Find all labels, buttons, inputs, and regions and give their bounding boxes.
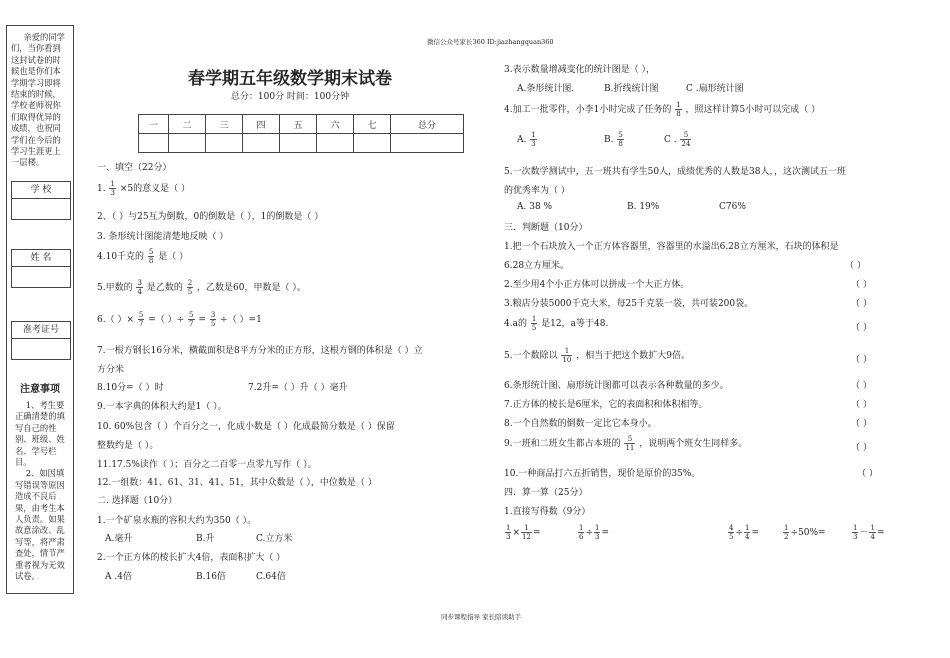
choice-q1: 1.一个矿泉水瓶的容积大约为350（ ）。 bbox=[97, 516, 257, 526]
name-label: 姓 名 bbox=[11, 249, 71, 266]
fraction: $\frac{1}{3}$ bbox=[531, 131, 536, 148]
judge-q1: 1.把一个石块放入一个正方体容器里，容器里的水溢出6.28立方厘米，石块的体积是 bbox=[504, 242, 839, 252]
choice-q3-option[interactable]: B.折线统计图 bbox=[604, 84, 659, 94]
fill-q5: 5.甲数的 $\frac{3}{4}$ 是乙数的 $\frac{2}{5}$ ，乙数是60，甲数是（ ）。 bbox=[97, 279, 306, 296]
choice-q1-option[interactable]: C.立方米 bbox=[256, 534, 293, 544]
score-header: 五 bbox=[280, 115, 317, 134]
answer-paren[interactable]: （ ） bbox=[851, 419, 872, 429]
exam-id-label: 准考证号 bbox=[11, 321, 71, 338]
exam-id-field[interactable] bbox=[11, 338, 71, 360]
fraction: $\frac{1}{10}$ bbox=[562, 347, 572, 364]
choice-q2-option[interactable]: C.64倍 bbox=[256, 572, 286, 582]
school-label: 学 校 bbox=[11, 181, 71, 198]
choice-q2: 2.一个正方体的棱长扩大4倍，表面积扩大（ ） bbox=[97, 553, 286, 563]
fill-q3: 3. 条形统计图能清楚地反映（ ） bbox=[97, 232, 229, 242]
fraction: $\frac{5}{7}$ bbox=[138, 311, 144, 328]
section-4-title: 四．算一算（25分） bbox=[504, 488, 588, 498]
fill-q1: 1. $\frac{1}{3}$ ×5的意义是（ ） bbox=[97, 180, 190, 197]
judge-q2: 2.至少用4个小正方体可以拼成一个大正方体。 bbox=[504, 280, 690, 290]
score-cell[interactable] bbox=[280, 134, 317, 153]
choice-q5-option[interactable]: A. 38 % bbox=[517, 202, 553, 212]
judge-q10: 10.一种商品打六五折销售，现价是原价的35%。 bbox=[504, 469, 701, 479]
calc-item: $\frac{4}{5}$ ÷ $\frac{1}{4}$ = bbox=[729, 524, 760, 541]
score-cell[interactable] bbox=[206, 134, 243, 153]
choice-q2-option[interactable]: A .4倍 bbox=[105, 572, 132, 582]
choice-q5-cont: 的优秀率为（ ） bbox=[504, 186, 570, 196]
fill-q12: 12.一组数：41、61、31、41、51，其中众数是（ ），中位数是（ ） bbox=[97, 478, 377, 488]
name-field[interactable] bbox=[11, 266, 71, 288]
judge-q5: 5.一个数除以 $\frac{1}{10}$ ，相当于把这个数扩大9倍。 bbox=[504, 347, 690, 364]
score-table bbox=[138, 114, 464, 153]
calc-item: $\frac{1}{2}$ ÷50%= bbox=[784, 524, 826, 541]
fraction: $\frac{1}{2}$ bbox=[784, 524, 789, 541]
fraction: $\frac{4}{5}$ bbox=[729, 524, 734, 541]
fill-q4: 4.10千克的 $\frac{5}{8}$ 是（ ） bbox=[97, 248, 189, 265]
choice-q3-option[interactable]: C .扇形统计图 bbox=[686, 84, 744, 94]
choice-q2-option[interactable]: B.16倍 bbox=[196, 572, 226, 582]
choice-q4-option[interactable]: A. $\frac{1}{3}$ bbox=[517, 131, 536, 148]
fraction: $\frac{1}{4}$ bbox=[870, 524, 875, 541]
fraction: $\frac{1}{3}$ bbox=[110, 180, 115, 197]
fraction: $\frac{1}{8}$ bbox=[676, 101, 681, 118]
fill-q8: 8.10分=（ ）时 bbox=[97, 383, 164, 393]
exam-title: 春学期五年级数学期末试卷 bbox=[188, 69, 392, 89]
header-note: 微信公众号家长360 ID:jiazhangquan360 bbox=[427, 38, 554, 46]
fraction: $\frac{5}{7}$ bbox=[189, 311, 194, 328]
judge-q1-cont: 6.28立方厘米。 bbox=[504, 261, 570, 271]
exam-subtitle: 总分：100分 时间：100分钟 bbox=[230, 92, 350, 102]
score-cell[interactable] bbox=[243, 134, 280, 153]
calc-title: 1.直接写得数（9分） bbox=[504, 507, 591, 517]
fraction: $\frac{1}{4}$ bbox=[745, 524, 750, 541]
notice-title: 注意事项 bbox=[20, 384, 60, 395]
judge-q4: 4.a的 $\frac{1}{5}$ 是12，a等于48. bbox=[504, 315, 609, 332]
choice-q4-option[interactable]: B. $\frac{5}{8}$ bbox=[604, 131, 623, 148]
score-cell[interactable] bbox=[169, 134, 206, 153]
judge-q8: 8.一个自然数的倒数一定比它本身小。 bbox=[504, 419, 657, 429]
fraction: $\frac{1}{3}$ bbox=[853, 524, 858, 541]
judge-q3: 3.粮店分装5000千克大米，每25千克装一袋，共可装200袋。 bbox=[504, 299, 754, 309]
judge-q9: 9.一班和二班女生都占本班的 $\frac{5}{11}$ ，说明两个班女生同样多。 bbox=[504, 435, 748, 452]
fill-q11: 11.17.5%读作（ ）；百分之二百零一点零九写作（ ）。 bbox=[97, 460, 317, 470]
section-1-title: 一、填空（22分） bbox=[97, 163, 172, 173]
fraction: $\frac{2}{5}$ bbox=[187, 279, 193, 296]
fill-q6: 6.（ ）× $\frac{5}{7}$ =（ ）÷ $\frac{5}{7}$ = $\frac{3}{5}$ ÷（ ）=1 bbox=[97, 311, 262, 328]
answer-paren[interactable]: （ ） bbox=[845, 261, 866, 271]
fraction: $\frac{5}{24}$ bbox=[681, 131, 691, 148]
choice-q1-option[interactable]: A.毫升 bbox=[105, 534, 133, 544]
answer-paren[interactable]: （ ） bbox=[851, 381, 872, 391]
answer-paren[interactable]: （ ） bbox=[851, 443, 872, 453]
calc-item: $\frac{1}{6}$ ÷ $\frac{1}{3}$ = bbox=[579, 524, 610, 541]
choice-q1-option[interactable]: B.升 bbox=[196, 534, 215, 544]
fraction: $\frac{3}{5}$ bbox=[210, 311, 216, 328]
answer-paren[interactable]: （ ） bbox=[851, 355, 872, 365]
fraction: $\frac{5}{11}$ bbox=[625, 435, 635, 452]
school-field[interactable] bbox=[11, 198, 71, 220]
answer-paren[interactable]: （ ） bbox=[851, 280, 872, 290]
greeting-text: 亲爱的同学们，当你看到这封试卷的时候也是你们本学期学习即将结束的时候，学校老师祝你们取得优异的成绩，也祝同学们在今后的学习生涯更上一层楼。 bbox=[11, 32, 65, 168]
notice-body bbox=[15, 400, 69, 583]
score-cell[interactable] bbox=[354, 134, 391, 153]
fraction: $\frac{1}{3}$ bbox=[506, 524, 511, 541]
answer-paren[interactable]: （ ） bbox=[851, 299, 872, 309]
score-cell[interactable] bbox=[317, 134, 354, 153]
score-header: 一 bbox=[139, 115, 169, 134]
choice-q5: 5.一次数学测试中，五一班共有学生50人，成绩优秀的人数是38人，，这次测试五一班 bbox=[504, 167, 846, 177]
choice-q4: 4.加工一批零件，小李1小时完成了任务的 $\frac{1}{8}$ ，照这样计算5小时可以完成（ ） bbox=[504, 101, 821, 118]
fraction: $\frac{1}{5}$ bbox=[531, 315, 537, 332]
fill-q7: 7.一根方钢长16分米，横截面积是8平方分米的正方形，这根方钢的体积是（ ）立 bbox=[97, 346, 423, 356]
choice-q5-option[interactable]: B. 19% bbox=[627, 202, 660, 212]
fill-q10: 10. 60%包含（ ）个百分之一，化成小数是（ ）化成最简分数是（ ）保留 bbox=[97, 422, 395, 432]
choice-q3: 3.表示数量增减变化的统计图是（ ）， bbox=[504, 65, 655, 75]
notice-item: 2、如因填写错误等原因造成不良后果，由考生本人负责。如果故意涂改、乱写等，将严肃查处，情节严重者视为无效试卷。 bbox=[15, 468, 65, 582]
fraction: $\frac{5}{8}$ bbox=[618, 131, 623, 148]
score-cell[interactable] bbox=[139, 134, 169, 153]
footer-note: 同步课程指导 家长陪读助手 bbox=[441, 613, 522, 621]
fill-q8-b: 7.2升=（ ）升（ ）毫升 bbox=[248, 383, 348, 393]
choice-q3-option[interactable]: A.条形统计图. bbox=[517, 84, 575, 94]
score-header: 四 bbox=[243, 115, 280, 134]
fraction: $\frac{1}{3}$ bbox=[595, 524, 600, 541]
judge-q6: 6.条形统计图、扇形统计图都可以表示各种数量的多少。 bbox=[504, 381, 729, 391]
choice-q4-option[interactable]: C . $\frac{5}{24}$ bbox=[664, 131, 691, 148]
judge-q7: 7.正方体的棱长是6厘米，它的表面积和体积相等。 bbox=[504, 400, 708, 410]
answer-paren[interactable]: （ ） bbox=[851, 323, 872, 333]
score-cell[interactable] bbox=[391, 134, 464, 153]
fraction: $\frac{3}{4}$ bbox=[137, 279, 142, 296]
calc-item: $\frac{1}{3}$ × $\frac{1}{12}$ = bbox=[506, 524, 541, 541]
answer-paren[interactable]: （ ） bbox=[857, 469, 878, 479]
answer-paren[interactable]: （ ） bbox=[851, 400, 872, 410]
fraction: $\frac{1}{6}$ bbox=[579, 524, 584, 541]
score-header: 总分 bbox=[391, 115, 464, 134]
fill-q10-cont: 整数约是（ ）。 bbox=[97, 441, 159, 451]
score-header: 七 bbox=[354, 115, 391, 134]
fraction: $\frac{1}{12}$ bbox=[522, 524, 531, 541]
fill-q9: 9.一本字典的体积大约是1（ ）。 bbox=[97, 402, 227, 412]
score-header: 六 bbox=[317, 115, 354, 134]
calc-item: $\frac{1}{3}$ － $\frac{1}{4}$ = bbox=[853, 524, 885, 541]
score-header: 三 bbox=[206, 115, 243, 134]
binding-sidebar bbox=[6, 25, 74, 594]
choice-q5-option[interactable]: C76% bbox=[719, 202, 746, 212]
notice-item: 1、考生要正确清楚的填写自己的性别、班级、姓名、学号栏目。 bbox=[15, 400, 65, 468]
score-header: 二 bbox=[169, 115, 206, 134]
section-2-title: 二. 选择题（10分） bbox=[97, 496, 178, 506]
fill-q2: 2、（ ）与25互为倒数，0的倒数是（ ），1的倒数是（ ） bbox=[97, 212, 324, 222]
fraction: $\frac{5}{8}$ bbox=[148, 248, 154, 265]
section-3-title: 三．判断题（10分） bbox=[504, 223, 588, 233]
fill-q7-cont: 方分米 bbox=[97, 365, 125, 375]
